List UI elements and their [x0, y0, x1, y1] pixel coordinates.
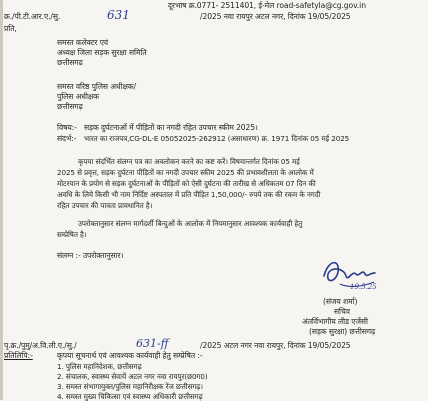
endorsement-purpose: कृपया सूचनार्थ एवं आवश्यक कार्यवाही हेतु सम्प्रेषित :- [57, 351, 203, 360]
endorsement-ref-prefix: पृ.क्र./पुमु/अ.वि.ली.ए./सु./ [4, 341, 77, 350]
signatory-name: (संजय शर्मा) [323, 297, 358, 306]
para1-line1: कृपया संदर्भित संलग्न पत्र का अवलोकन करने का कष्ट करें। विषयान्तर्गत दिनांक 05 मई [78, 157, 300, 166]
enclosure-note: संलग्न :- उपरोक्तानुसार। [57, 251, 124, 260]
para2-line2: सम्प्रेषित है। [57, 230, 87, 239]
signatory-title2: अंतर्विभागीय लीड एजेंसी [302, 317, 368, 326]
addressee2-line3: छत्तीसगढ़ [57, 102, 83, 111]
para2-line1: उपरोक्तानुसार संलग्न मार्गदर्शी बिन्दुओं के आलोक में नियमानुसार आवश्यक कार्यवाही हेतु [78, 219, 303, 228]
prati-label: प्रति, [4, 24, 17, 33]
addressee1-line1: समस्त कलेक्टर एवं [57, 38, 108, 47]
header-ref-prefix: क्र./पी.टी.आर.ए./सु. [4, 12, 61, 21]
endorsement-date-line: /2025 अटल नगर नवा रायपुर, दिनांक 19/05/2025 [200, 341, 351, 350]
signatory-title3: (सड़क सुरक्षा) छत्तीसगढ़ [309, 327, 376, 336]
signatory-title1: सचिव [334, 307, 350, 316]
handwritten-ref-number: 631 [107, 8, 130, 22]
handwritten-endorsement-number: 631-ff [136, 337, 169, 350]
handwritten-sign-date: 19.5.25 [350, 283, 377, 291]
reference-label: संदर्भ:- [57, 134, 77, 143]
addressee1-line2: अध्यक्ष जिला सड़क सुरक्षा समिति [57, 48, 147, 57]
addressee2-line2: पुलिस अधीक्षक [57, 92, 99, 101]
subject-text: सड़क दुर्घटनाओं में पीड़ितों का नगदी रहित उपचार स्कीम 2025। [84, 123, 258, 132]
para1-line3: मोटरयान के प्रयोग से सड़क दुर्घटनाओं के पीड़ितों को ऐसी दुर्घटना की तारीख से अधिकतम 07 दिन की [57, 179, 316, 188]
endorsement-item-3: 3. समस्त संभागायुक्त/पुलिस महानिरीक्षक रेंज छत्तीसगढ़। [57, 382, 203, 391]
endorsement-item-2: 2. संचालक, स्वास्थ्य सेवायें अटल नगर नवा रायपुर(छ0ग0) [57, 372, 208, 381]
header-date-line: /2025 नवा रायपुर अटल नगर, दिनांक 19/05/2025 [200, 12, 351, 21]
pratilipi-label: प्रतिलिपि:- [4, 351, 33, 360]
subject-label: विषय:- [57, 123, 77, 132]
para1-line2: 2025 से प्रवृत्त, सड़क दुर्घटना पीड़ितों का नगदी उपचार स्कीम 2025 की प्रभावशीलता के आलोक में [57, 168, 314, 177]
page-edge-shadow [0, 0, 3, 400]
reference-text: भारत का राजपत्र,CG-DL-E 05052025-262912 (असाधारण) क्र. 1971 दिनांक 05 मई 2025 [84, 134, 350, 143]
addressee1-line3: छत्तीसगढ [57, 58, 83, 67]
endorsement-item-4: 4. समस्त मुख्य चिकित्सा एवं स्वास्थ्य अधिकारी छत्तीसगढ़ [57, 392, 203, 401]
addressee2-line1: समस्त वरिष्ठ पुलिस अधीक्षक/ [57, 82, 137, 91]
para1-line4: अवधि के लिये किसी भी नाम निर्दिष्ट अस्पताल में प्रति पीड़ित 1,50,000/- रुपये तक की रकम के नगदी [57, 190, 321, 199]
header-contact: दूरभाष क्र.0771- 2511401, ई-मेल road-safetyla@cg.gov.in [168, 1, 366, 10]
endorsement-item-1: 1. पुलिस महानिदेशक, छत्तीसगढ़ [57, 362, 142, 371]
para1-line5: रहित उपचार की पात्रता प्रावधानित है। [57, 201, 153, 210]
